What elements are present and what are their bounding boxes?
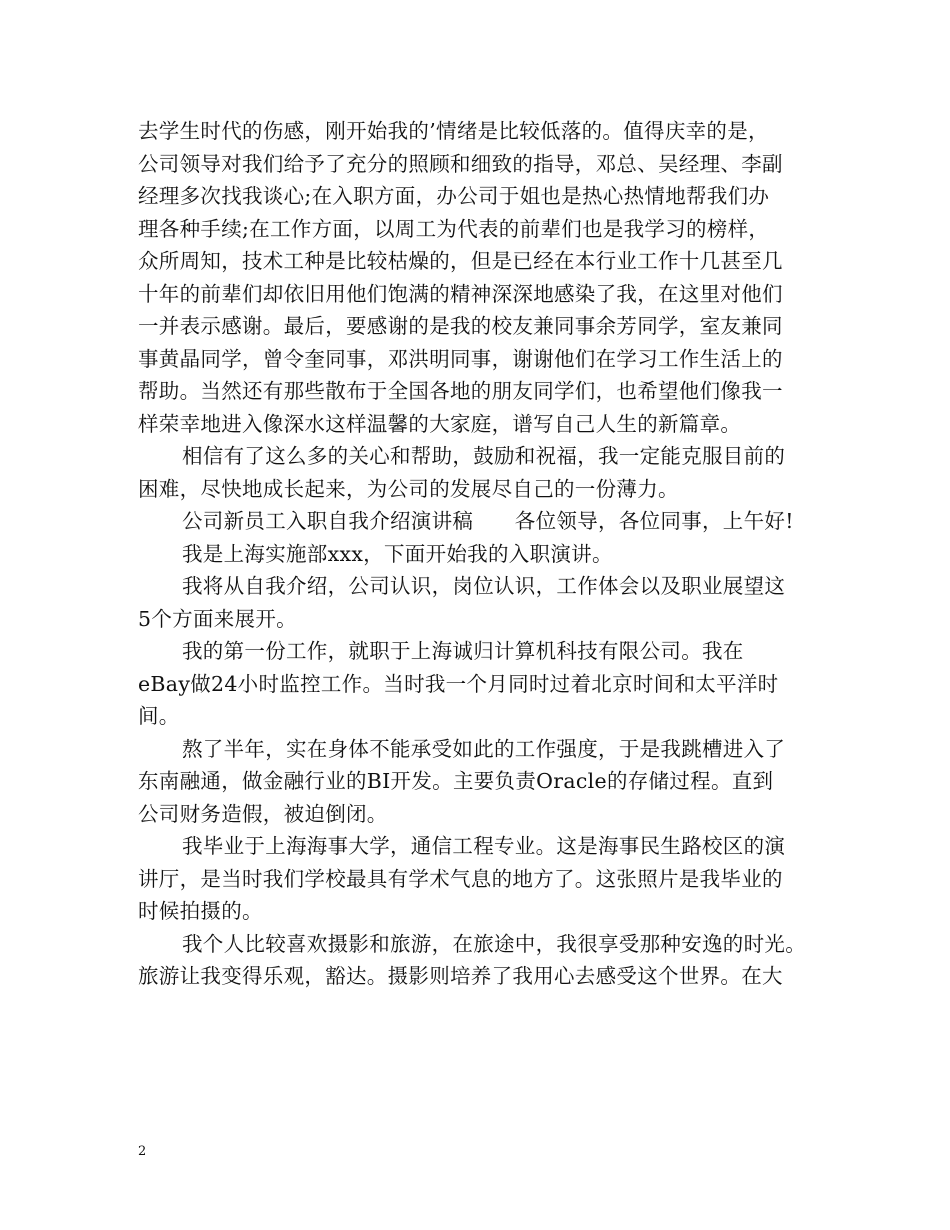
- text-line: 样荣幸地进入像深水这样温馨的大家庭，谱写自己人生的新篇章。: [138, 411, 742, 436]
- paragraph-start-line: 我个人比较喜欢摄影和旅游，在旅途中，我很享受那种安逸的时光。: [182, 931, 806, 956]
- text-line: 公司财务造假，被迫倒闭。: [138, 801, 388, 826]
- text-line: 讲厅，是当时我们学校最具有学术气息的地方了。这张照片是我毕业的: [138, 866, 783, 891]
- text-line: 众所周知，技术工种是比较枯燥的，但是已经在本行业工作十几甚至几: [138, 249, 783, 273]
- text-line: 十年的前辈们却依旧用他们饱满的精神深深地感染了我，在这里对他们: [138, 281, 783, 306]
- speech-title-line: 公司新员工入职自我介绍演讲稿 各位领导，各位同事，上午好!: [182, 509, 794, 533]
- text-line: 帮助。当然还有那些散布于全国各地的朋友同学们，也希望他们像我一: [138, 379, 783, 403]
- text-line: 公司领导对我们给予了充分的照顾和细致的指导，邓总、吴经理、李副: [138, 151, 783, 176]
- text-line: 时候拍摄的。: [138, 899, 263, 923]
- text-line: 旅游让我变得乐观，豁达。摄影则培养了我用心去感受这个世界。在大: [138, 964, 783, 988]
- text-line: 东南融通，做金融行业的BI开发。主要负责Oracle的存储过程。直到: [138, 769, 774, 793]
- text-line: 经理多次找我谈心;在入职方面，办公司于姐也是热心热情地帮我们办: [138, 184, 770, 208]
- text-line: 去学生时代的伤感，刚开始我的’情绪是比较低落的。值得庆幸的是，: [138, 119, 769, 143]
- page-number: 2: [138, 1144, 147, 1159]
- paragraph-start-line: 相信有了这么多的关心和帮助，鼓励和祝福，我一定能克服目前的: [182, 444, 786, 468]
- paragraph-start-line: 我毕业于上海海事大学，通信工程专业。这是海事民生路校区的演: [182, 834, 786, 858]
- document-body: [138, 115, 818, 993]
- text-line: 一并表示感谢。最后，要感谢的是我的校友兼同事余芳同学，室友兼同: [138, 314, 783, 338]
- text-line: 困难，尽快地成长起来，为公司的发展尽自己的一份薄力。: [138, 476, 679, 501]
- text-line: 5个方面来展开。: [138, 606, 297, 631]
- paragraph-start-line: 我的第一份工作，就职于上海诚归计算机科技有限公司。我在: [182, 639, 744, 663]
- text-line: 事黄晶同学，曾令奎同事，邓洪明同事，谢谢他们在学习工作生活上的: [138, 346, 783, 371]
- paragraph-start-line: 我是上海实施部xxx，下面开始我的入职演讲。: [182, 541, 613, 566]
- paragraph-start-line: 我将从自我介绍，公司认识，岗位认识，工作体会以及职业展望这: [182, 574, 786, 598]
- text-line: eBay做24小时监控工作。当时我一个月同时过着北京时间和太平洋时: [138, 671, 779, 696]
- text-line: 间。: [138, 704, 180, 728]
- text-line: 理各种手续;在工作方面，以周工为代表的前辈们也是我学习的榜样，: [138, 216, 770, 241]
- paragraph-start-line: 熬了半年，实在身体不能承受如此的工作强度，于是我跳槽进入了: [182, 736, 786, 761]
